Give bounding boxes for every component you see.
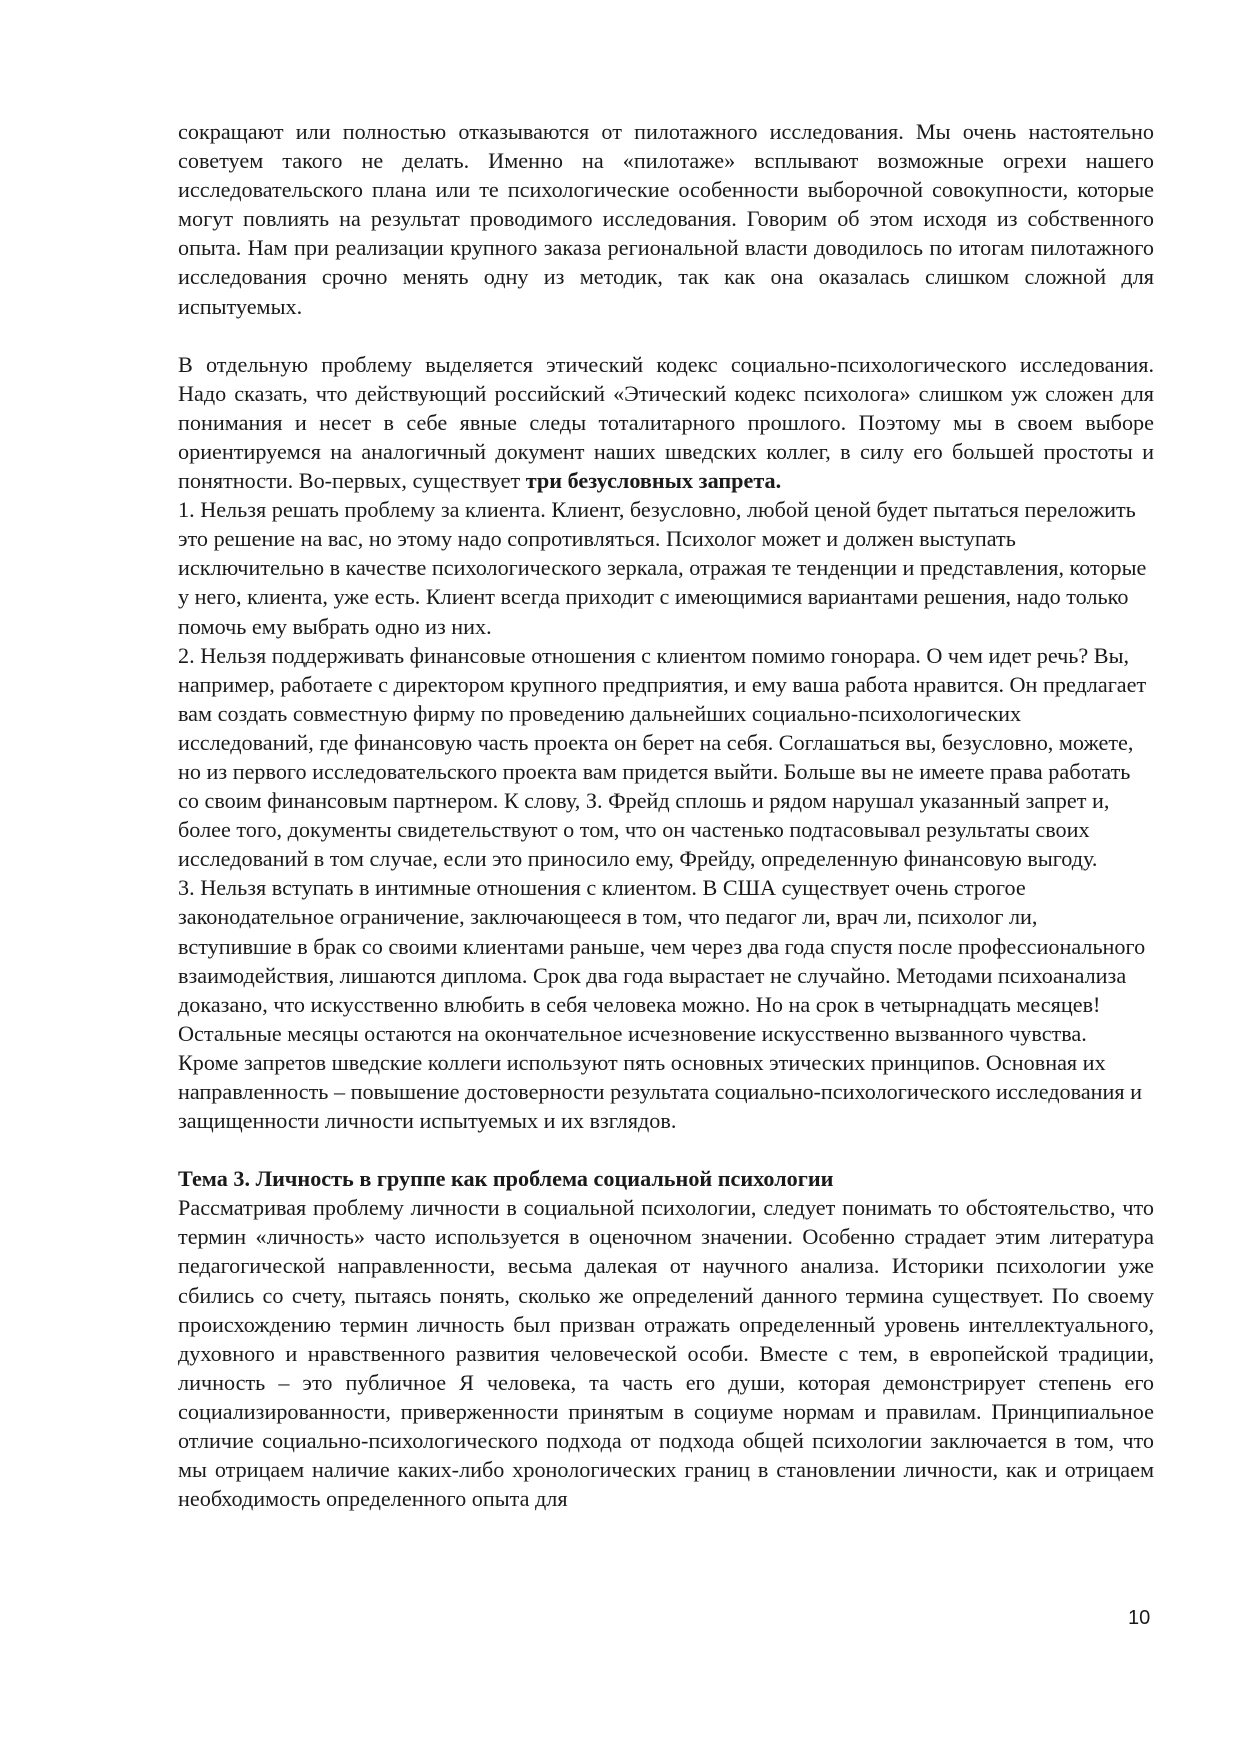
list-item-prohibition-2: 2. Нельзя поддерживать финансовые отношения с клиентом помимо гонорара. О чем идет речь? Вы, например, работаете с директором крупного предприятия, и ему ваша работа нравится. Он предлагает вам создать совместную фирму по проведению дальнейших социально-психологических исследований, где финансовую часть проекта он берет на себя. Соглашаться вы, безусловно, можете, но из первого исследовательского проекта вам придется выйти. Больше вы не имеете права работать со своим финансовым партнером. К слову, З. Фрейд сплошь и рядом нарушал указанный запрет и, более того, документы свидетельствуют о том, что он частенько подтасовывал результаты своих исследований в том случае, если это приносило ему, Фрейду, определенную финансовую выгоду. <box>178 642 1147 872</box>
list-item-prohibition-3: 3. Нельзя вступать в интимные отношения с клиентом. В США существует очень строгое законодательное ограничение, заключающееся в том, что педагог ли, врач ли, психолог ли, вступившие в брак со своими клиентами раньше, чем через два года спустя после профессионального взаимодействия, лишаются диплома. Срок два года вырастает не случайно. Методами психоанализа доказано, что искусственно влюбить в себя человека можно. Но на срок в четырнадцать месяцев! Остальные месяцы остаются на окончательное исчезновение искусственно вызванного чувства. <box>178 875 1146 1046</box>
paragraph-spacer <box>178 321 1154 350</box>
paragraph-pilot-study: сокращают или полностью отказываются от пилотажного исследования. Мы очень настоятельно советуем такого не делать. Именно на «пилотаже» всплывают возможные огрехи нашего исследовательского плана или те психологические особенности выборочной совокупности, которые могут повлиять на результат проводимого исследования. Говорим об этом исходя из собственного опыта. Нам при реализации крупного заказа региональной власти доводилось по итогам пилотажного исследования срочно менять одну из методик, так как она оказалась слишком сложной для испытуемых. <box>178 119 1154 319</box>
paragraph-ethical-principles: Кроме запретов шведские коллеги используют пять основных этических принципов. Основная их направленность – повышение достоверности результата социально-психологического исследования и защищенности личности испытуемых и их взглядов. <box>178 1049 1143 1134</box>
paragraph-ethics-code <box>178 350 1154 495</box>
paragraph-spacer <box>178 1135 1154 1164</box>
paragraph-ethics-code-text: В отдельную проблему выделяется этический кодекс социально-психологического исследования. Надо сказать, что действующий российский «Этический кодекс психолога» слишком уж сложен для понимания и несет в себе явные следы тоталитарного прошлого. Поэтому мы в своем выборе ориентируемся на аналогичный документ наших шведских коллег, в силу его большей простоты и понятности. Во-первых, существует <box>178 351 1154 494</box>
section-heading: Тема 3. Личность в группе как проблема социальной психологии <box>178 1166 834 1192</box>
page-number: 10 <box>1128 1607 1151 1629</box>
page-body <box>178 117 1154 1513</box>
paragraph-personality: Рассматривая проблему личности в социальной психологии, следует понимать то обстоятельство, что термин «личность» часто используется в оценочном значении. Особенно страдает этим литература педагогической направленности, весьма далекая от научного анализа. Историки психологии уже сбились со счету, пытаясь понять, сколько же определений данного термина существует. По своему происхождению термин личность был призван отражать определенный уровень интеллектуального, духовного и нравственного развития человеческой особи. Вместе с тем, в европейской традиции, личность – это публичное Я человека, та часть его души, которая демонстрирует степень его социализированности, приверженности принятым в социуме нормам и правилам. Принципиальное отличие социально-психологического подхода от подхода общей психологии заключается в том, что мы отрицаем наличие каких-либо хронологических границ в становлении личности, как и отрицаем необходимость определенного опыта для <box>178 1195 1154 1512</box>
paragraph-ethics-code-bold: три безусловных запрета. <box>525 468 782 494</box>
list-item-prohibition-1: 1. Нельзя решать проблему за клиента. Клиент, безусловно, любой ценой будет пытаться переложить это решение на вас, но этому надо сопротивляться. Психолог может и должен выступать исключительно в качестве психологического зеркала, отражая те тенденции и представления, которые у него, клиента, уже есть. Клиент всегда приходит с имеющимися вариантами решения, надо только помочь ему выбрать одно из них. <box>178 497 1147 639</box>
